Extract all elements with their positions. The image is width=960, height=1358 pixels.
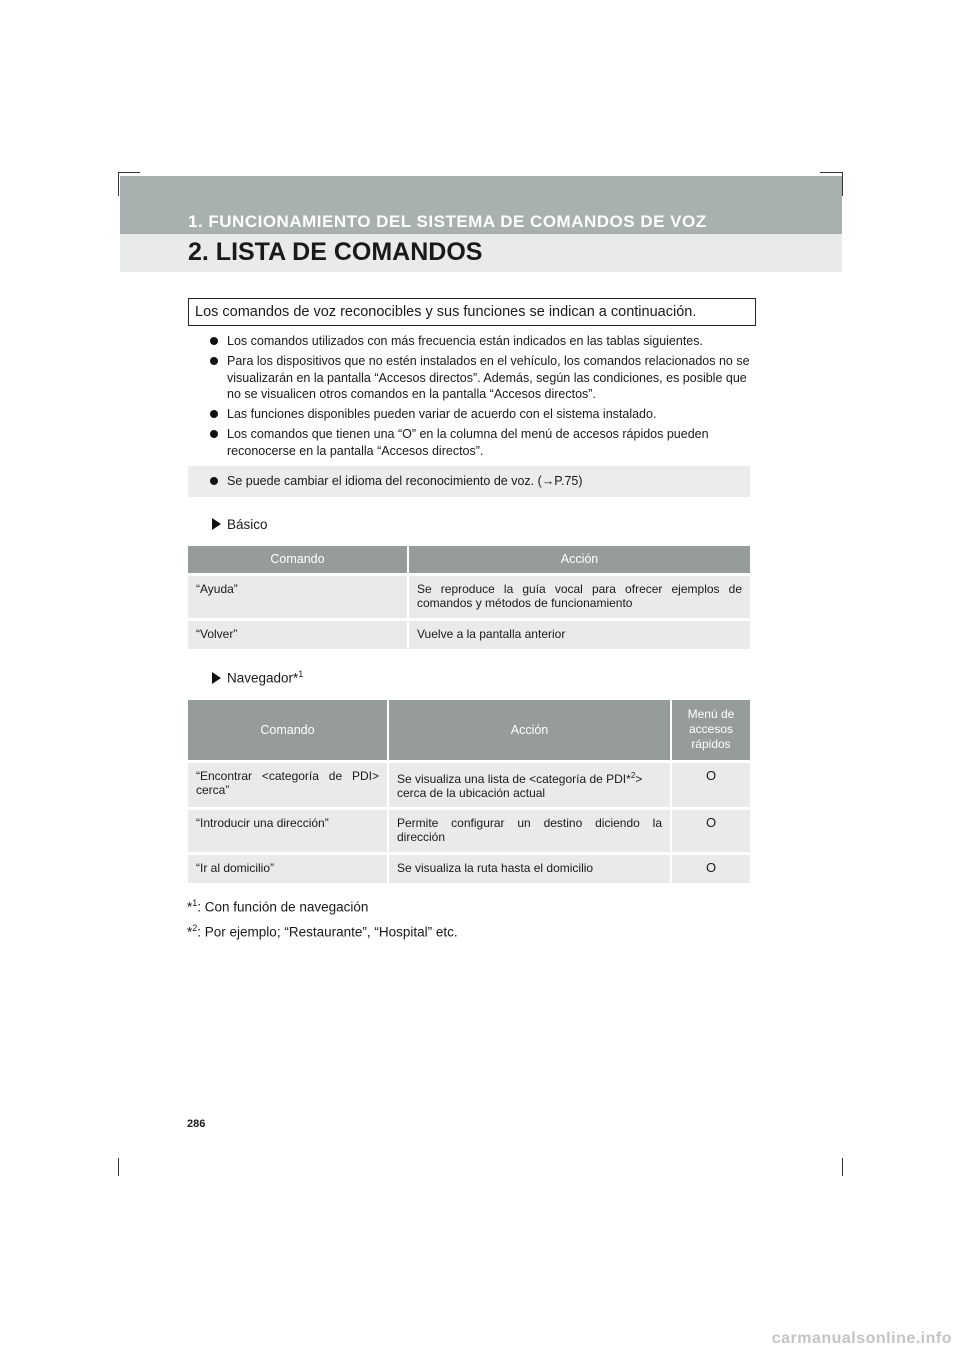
action-cell: Vuelve a la pantalla anterior	[408, 619, 750, 649]
action-cell: Se reproduce la guía vocal para ofrecer ejemplos de comandos y métodos de funcionamiento	[408, 574, 750, 619]
bullet-item: Para los dispositivos que no estén instalados en el vehículo, los comandos relacionados no se visualizarán en la pantalla “Accesos directos”. Además, según las condiciones, es posible que no se visualicen otros comandos en la pantalla “Accesos directos”.	[210, 353, 750, 403]
command-cell: “Encontrar <categoría de PDI> cerca”	[188, 761, 388, 808]
action-cell: Se visualiza una lista de <categoría de PDI*$^2$> cerca de la ubicación actual	[388, 761, 671, 808]
triangle-icon	[212, 672, 221, 684]
footnote: *$^2$: Por ejemplo; “Restaurante”, “Hospital” etc.	[187, 922, 458, 939]
crop-mark	[820, 172, 842, 173]
column-header: Menú de accesos rápidos	[671, 700, 750, 761]
basico-heading: Básico	[212, 517, 268, 532]
section-title: 1. FUNCIONAMIENTO DEL SISTEMA DE COMANDOS DE VOZ	[188, 212, 707, 231]
column-header: Acción	[408, 546, 750, 574]
chapter-title: 2. LISTA DE COMANDOS	[188, 238, 483, 266]
table-row	[188, 574, 750, 619]
footnotes	[187, 893, 458, 942]
crop-mark	[118, 172, 119, 196]
table-row	[188, 619, 750, 649]
triangle-icon	[212, 518, 221, 530]
bullet-item: Los comandos utilizados con más frecuencia están indicados en las tablas siguientes.	[210, 333, 750, 350]
bullet-dot-icon	[210, 410, 218, 418]
action-cell: Permite configurar un destino diciendo la dirección	[388, 808, 671, 853]
quick-menu-cell: O	[671, 808, 750, 853]
column-header: Comando	[188, 546, 408, 574]
page-number: 286	[187, 1118, 206, 1130]
quick-menu-cell: O	[671, 761, 750, 808]
bullet-dot-icon	[210, 337, 218, 345]
command-cell: “Volver”	[188, 619, 408, 649]
crop-mark	[842, 172, 843, 196]
action-cell: Se visualiza la ruta hasta el domicilio	[388, 853, 671, 883]
basico-table	[188, 546, 750, 649]
watermark: carmanualsonline.info	[771, 1330, 952, 1347]
bullet-list	[210, 333, 750, 463]
table-row	[188, 761, 750, 808]
footnote: *$^1$: Con función de navegación	[187, 898, 369, 915]
bullet-item: Los comandos que tienen una “O” en la columna del menú de accesos rápidos pueden reconocerse en la pantalla “Accesos directos”.	[210, 426, 750, 459]
command-cell: “Ayuda”	[188, 574, 408, 619]
table-row	[188, 808, 750, 853]
crop-mark	[118, 1158, 119, 1176]
bullet-dot-icon	[210, 357, 218, 365]
bullet-dot-icon	[210, 430, 218, 438]
command-cell: “Ir al domicilio”	[188, 853, 388, 883]
command-cell: “Introducir una dirección”	[188, 808, 388, 853]
bullet-dot-icon	[210, 477, 218, 485]
note-box	[188, 466, 750, 497]
navegador-table	[188, 700, 750, 883]
table-row	[188, 853, 750, 883]
quick-menu-cell: O	[671, 853, 750, 883]
navegador-heading: Navegador*$^1$	[212, 669, 303, 686]
page-header	[120, 176, 842, 272]
column-header: Acción	[388, 700, 671, 761]
bullet-item: Las funciones disponibles pueden variar de acuerdo con el sistema instalado.	[210, 406, 750, 423]
crop-mark	[118, 172, 140, 173]
intro-box: Los comandos de voz reconocibles y sus funciones se indican a continuación.	[188, 298, 756, 326]
note-item: Se puede cambiar el idioma del reconocimiento de voz. (→P.75)	[210, 473, 583, 490]
column-header: Comando	[188, 700, 388, 761]
crop-mark	[842, 1158, 843, 1176]
